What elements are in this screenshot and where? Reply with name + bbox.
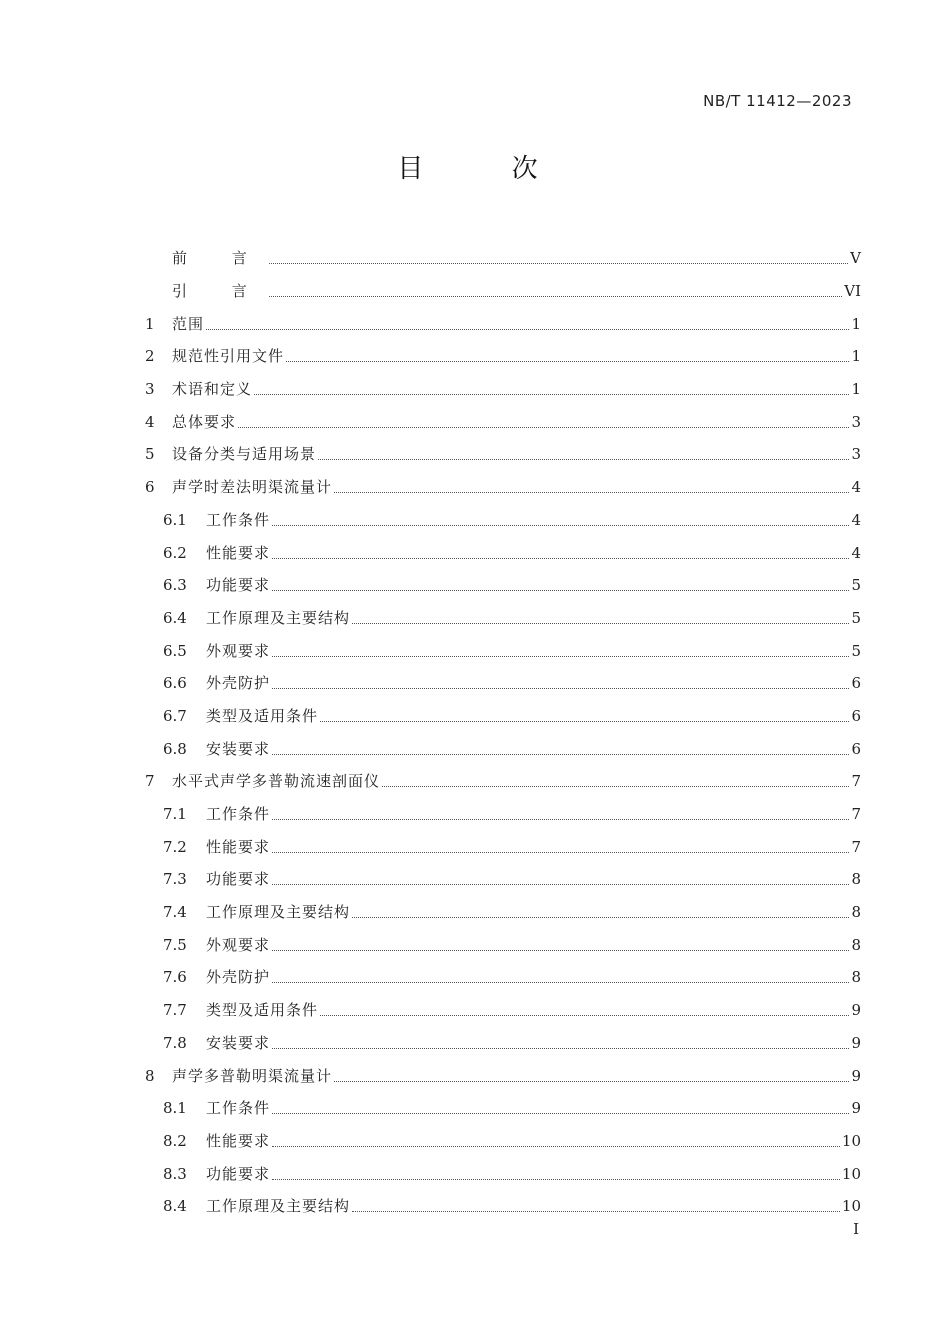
toc-entry-label: 性能要求 <box>206 1131 271 1150</box>
toc-entry[interactable] <box>145 307 861 340</box>
toc-entry-page: 6 <box>851 739 861 758</box>
toc-entry-page: 9 <box>851 1033 861 1052</box>
toc-entry-label: 外壳防护 <box>206 968 271 987</box>
toc-entry-page: 3 <box>851 445 861 464</box>
toc-entry-number: 7.2 <box>163 837 187 856</box>
toc-entry-label: 前 言 <box>172 249 267 268</box>
document-code: NB/T 11412—2023 <box>703 92 852 110</box>
toc-entry-label: 声学时差法明渠流量计 <box>172 478 333 497</box>
toc-entry-label: 性能要求 <box>206 543 271 562</box>
toc-entry[interactable] <box>145 765 861 798</box>
toc-entry[interactable] <box>145 1125 861 1158</box>
toc-entry-page: 9 <box>851 1099 861 1118</box>
toc-entry-page: 8 <box>851 903 861 922</box>
toc-leader-dots <box>320 1014 849 1016</box>
toc-leader-dots <box>272 1145 840 1147</box>
toc-entry-page: 4 <box>851 478 861 497</box>
toc-entry-number: 8.4 <box>163 1197 187 1216</box>
toc-entry[interactable] <box>145 928 861 961</box>
toc-entry-label: 功能要求 <box>206 1164 271 1183</box>
toc-leader-dots <box>269 295 842 297</box>
toc-leader-dots <box>272 818 849 820</box>
toc-leader-dots <box>206 328 849 330</box>
toc-leader-dots <box>272 557 849 559</box>
toc-leader-dots <box>272 524 849 526</box>
toc-entry-number: 7.1 <box>163 805 187 824</box>
toc-entry-number: 7.5 <box>163 935 187 954</box>
toc-entry-page: V <box>850 249 861 268</box>
toc-entry-label: 引 言 <box>172 282 267 301</box>
toc-entry-page: 7 <box>851 772 861 791</box>
toc-entry-label: 工作原理及主要结构 <box>206 903 351 922</box>
toc-leader-dots <box>238 426 849 428</box>
toc-entry-number: 7 <box>145 772 155 791</box>
toc-entry-page: VI <box>844 282 861 301</box>
toc-entry[interactable] <box>145 569 861 602</box>
page-number: I <box>853 1220 859 1238</box>
toc-entry-number: 8 <box>145 1066 155 1085</box>
toc-entry-label: 安装要求 <box>206 1033 271 1052</box>
toc-entry[interactable] <box>145 830 861 863</box>
toc-entry-number: 6.4 <box>163 608 187 627</box>
toc-entry-number: 6.2 <box>163 543 187 562</box>
toc-entry[interactable] <box>145 1059 861 1092</box>
toc-leader-dots <box>272 981 849 983</box>
toc-entry-page: 10 <box>841 1164 861 1183</box>
toc-entry-label: 范围 <box>172 314 205 333</box>
toc-entry-number: 6.1 <box>163 510 187 529</box>
toc-entry-label: 工作原理及主要结构 <box>206 608 351 627</box>
toc-entry-page: 5 <box>851 576 861 595</box>
toc-entry-label: 类型及适用条件 <box>206 1001 319 1020</box>
toc-entry-number: 7.7 <box>163 1001 187 1020</box>
toc-entry[interactable] <box>145 896 861 929</box>
toc-entry-number: 7.4 <box>163 903 187 922</box>
toc-entry-number: 7.6 <box>163 968 187 987</box>
toc-entry[interactable] <box>145 700 861 733</box>
toc-entry-page: 1 <box>851 380 861 399</box>
toc-entry[interactable] <box>145 471 861 504</box>
toc-entry-number: 8.3 <box>163 1164 187 1183</box>
toc-entry[interactable] <box>145 1190 861 1223</box>
toc-entry-page: 4 <box>851 543 861 562</box>
toc-entry-page: 10 <box>841 1131 861 1150</box>
toc-entry[interactable] <box>145 1092 861 1125</box>
toc-entry-page: 1 <box>851 314 861 333</box>
toc-entry-page: 7 <box>851 805 861 824</box>
toc-entry[interactable] <box>145 863 861 896</box>
toc-entry-page: 4 <box>851 510 861 529</box>
toc-entry[interactable] <box>145 961 861 994</box>
toc-entry-label: 水平式声学多普勒流速剖面仪 <box>172 772 381 791</box>
toc-leader-dots <box>382 785 849 787</box>
toc-entry-label: 功能要求 <box>206 870 271 889</box>
toc-leader-dots <box>272 949 849 951</box>
toc-entry[interactable] <box>145 994 861 1027</box>
toc-entry[interactable] <box>145 732 861 765</box>
toc-entry-label: 外壳防护 <box>206 674 271 693</box>
toc-entry-label: 工作条件 <box>206 510 271 529</box>
toc-entry-label: 外观要求 <box>206 641 271 660</box>
toc-leader-dots <box>272 687 849 689</box>
toc-entry-page: 5 <box>851 608 861 627</box>
toc-entry-label: 类型及适用条件 <box>206 706 319 725</box>
toc-leader-dots <box>334 1080 849 1082</box>
toc-entry[interactable] <box>145 373 861 406</box>
toc-leader-dots <box>334 491 849 493</box>
toc-entry-label: 安装要求 <box>206 739 271 758</box>
toc-entry-number: 7.3 <box>163 870 187 889</box>
toc-leader-dots <box>272 655 849 657</box>
toc-entry[interactable] <box>145 536 861 569</box>
toc-leader-dots <box>272 589 849 591</box>
toc-entry-page: 5 <box>851 641 861 660</box>
toc-entry[interactable] <box>145 438 861 471</box>
toc-entry-number: 3 <box>145 380 155 399</box>
toc-leader-dots <box>286 360 849 362</box>
toc-entry-label: 工作条件 <box>206 805 271 824</box>
toc-leader-dots <box>320 720 849 722</box>
toc-entry-page: 3 <box>851 412 861 431</box>
toc-entry[interactable] <box>145 602 861 635</box>
toc-entry-number: 4 <box>145 412 155 431</box>
page-title: 目 次 <box>397 154 578 184</box>
toc-entry[interactable] <box>145 1027 861 1060</box>
toc-entry-label: 工作原理及主要结构 <box>206 1197 351 1216</box>
toc-entry-label: 规范性引用文件 <box>172 347 285 366</box>
toc-entry-number: 6.3 <box>163 576 187 595</box>
toc-leader-dots <box>254 393 849 395</box>
toc-leader-dots <box>272 753 849 755</box>
toc-leader-dots <box>272 1112 849 1114</box>
toc-entry-number: 7.8 <box>163 1033 187 1052</box>
toc-leader-dots <box>272 883 849 885</box>
toc-leader-dots <box>272 1047 849 1049</box>
toc-entry-page: 8 <box>851 870 861 889</box>
toc-entry-label: 术语和定义 <box>172 380 253 399</box>
toc-entry-page: 7 <box>851 837 861 856</box>
table-of-contents <box>145 242 861 1223</box>
toc-leader-dots <box>272 851 849 853</box>
toc-entry[interactable] <box>145 275 861 308</box>
toc-entry-number: 6.5 <box>163 641 187 660</box>
toc-entry-label: 声学多普勒明渠流量计 <box>172 1066 333 1085</box>
toc-entry-page: 6 <box>851 674 861 693</box>
toc-entry-number: 2 <box>145 347 155 366</box>
toc-entry-page: 6 <box>851 706 861 725</box>
toc-entry[interactable] <box>145 405 861 438</box>
toc-entry-page: 9 <box>851 1066 861 1085</box>
toc-entry-number: 5 <box>145 445 155 464</box>
toc-entry-label: 设备分类与适用场景 <box>172 445 317 464</box>
toc-leader-dots <box>352 1210 840 1212</box>
toc-entry-label: 外观要求 <box>206 935 271 954</box>
toc-leader-dots <box>269 262 848 264</box>
toc-entry-label: 工作条件 <box>206 1099 271 1118</box>
toc-entry-page: 9 <box>851 1001 861 1020</box>
toc-leader-dots <box>318 458 849 460</box>
toc-entry[interactable] <box>145 634 861 667</box>
toc-leader-dots <box>352 916 849 918</box>
toc-entry-number: 6.7 <box>163 706 187 725</box>
toc-entry-number: 8.1 <box>163 1099 187 1118</box>
toc-entry-number: 6.6 <box>163 674 187 693</box>
toc-entry-label: 性能要求 <box>206 837 271 856</box>
toc-entry-number: 6 <box>145 478 155 497</box>
toc-entry-page: 10 <box>841 1197 861 1216</box>
toc-leader-dots <box>352 622 849 624</box>
toc-entry[interactable] <box>145 504 861 537</box>
toc-leader-dots <box>272 1178 840 1180</box>
toc-entry-number: 8.2 <box>163 1131 187 1150</box>
toc-entry-page: 8 <box>851 935 861 954</box>
toc-entry-label: 功能要求 <box>206 576 271 595</box>
toc-entry[interactable] <box>145 242 861 275</box>
toc-entry[interactable] <box>145 1157 861 1190</box>
toc-entry-label: 总体要求 <box>172 412 237 431</box>
toc-entry[interactable] <box>145 340 861 373</box>
toc-entry-page: 8 <box>851 968 861 987</box>
toc-entry-number: 6.8 <box>163 739 187 758</box>
toc-entry[interactable] <box>145 798 861 831</box>
toc-entry-number: 1 <box>145 314 155 333</box>
toc-entry[interactable] <box>145 667 861 700</box>
toc-entry-page: 1 <box>851 347 861 366</box>
